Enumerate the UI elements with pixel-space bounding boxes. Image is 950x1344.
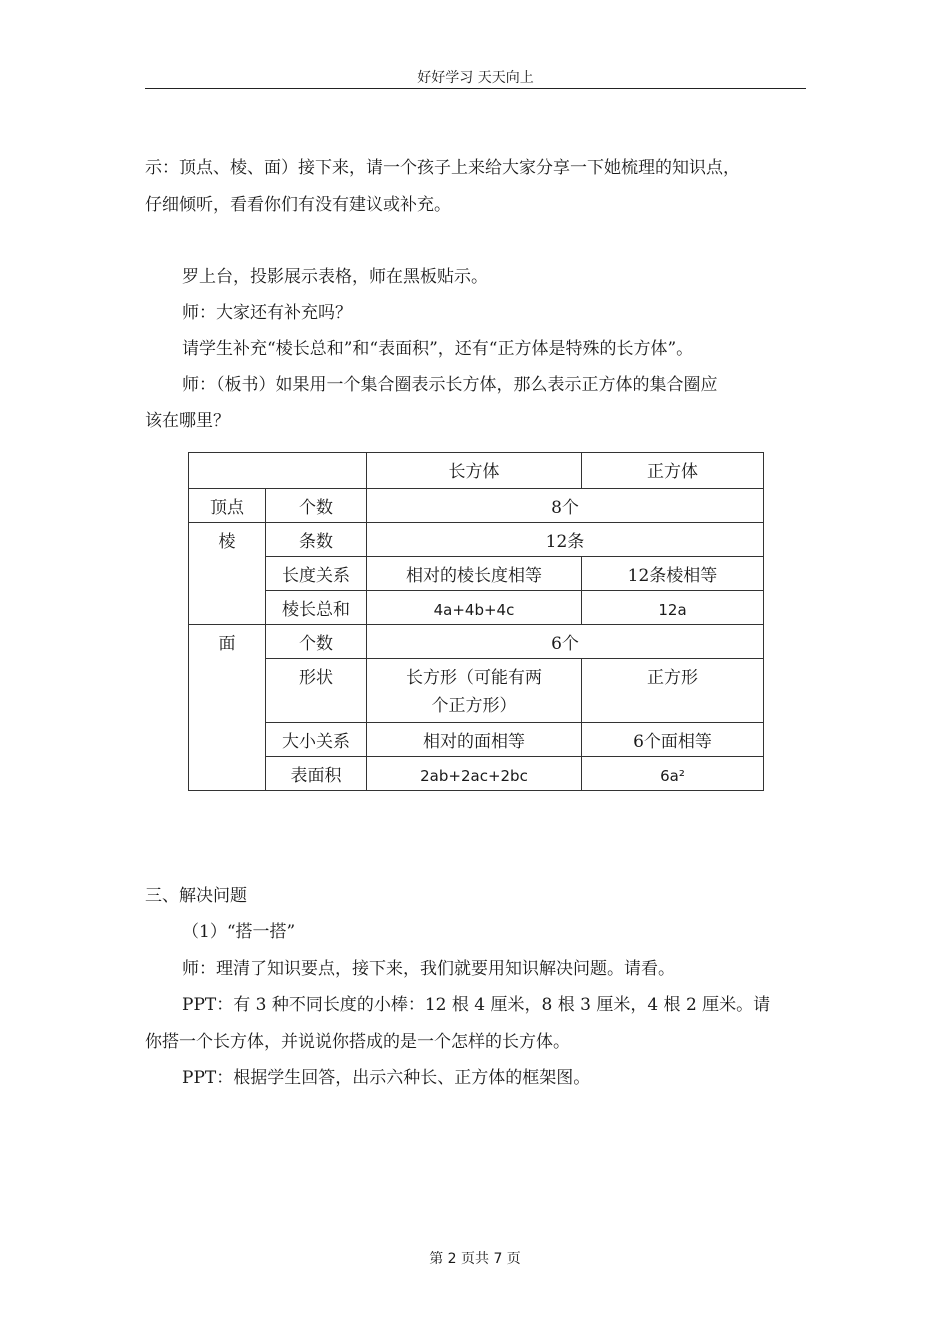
table-header-cuboid: 长方体 — [367, 453, 582, 489]
paragraph-line: 该在哪里？ — [145, 411, 230, 431]
table-cell: 个数 — [266, 489, 367, 523]
paragraph: 师：大家还有补充吗？ — [182, 303, 352, 323]
table-row — [189, 557, 764, 591]
table-cell: 12条棱相等 — [582, 557, 764, 591]
paragraph-line: PPT：有 3 种不同长度的小棒：12 根 4 厘米，8 根 3 厘米，4 根 2 厘米。请 — [182, 995, 771, 1015]
table-cell: 棱长总和 — [266, 591, 367, 625]
table-cell: 形状 — [266, 659, 367, 723]
table-row — [189, 489, 764, 523]
table-cell: 6个 — [367, 625, 764, 659]
table-cell: 6个面相等 — [582, 723, 764, 757]
table-cell: 大小关系 — [266, 723, 367, 757]
subsection-title: （1）“搭一搭” — [182, 922, 296, 942]
knowledge-table — [188, 452, 764, 791]
table-row-label: 棱 — [189, 523, 266, 625]
paragraph: PPT：根据学生回答，出示六种长、正方体的框架图。 — [182, 1068, 591, 1088]
paragraph-line: 师：（板书）如果用一个集合圈表示长方体，那么表示正方体的集合圈应 — [182, 375, 718, 395]
table-cell: 相对的面相等 — [367, 723, 582, 757]
table-row — [189, 757, 764, 791]
table-cell: 个数 — [266, 625, 367, 659]
cell-line: 长方形（可能有两 — [406, 668, 542, 688]
cell-line: 个正方形） — [431, 696, 517, 716]
paragraph: 请学生补充“棱长总和”和“表面积”，还有“正方体是特殊的长方体”。 — [182, 339, 694, 359]
table-row-label: 顶点 — [189, 489, 266, 523]
table-row — [189, 523, 764, 557]
table-row — [189, 453, 764, 489]
table-cell: 正方形 — [582, 659, 764, 723]
table-cell: 长度关系 — [266, 557, 367, 591]
paragraph-line: 仔细倾听，看看你们有没有建议或补充。 — [145, 195, 451, 215]
table-row — [189, 591, 764, 625]
table-cell — [189, 453, 367, 489]
page-footer: 第 2 页共 7 页 — [429, 1251, 521, 1267]
table-cell: 12a — [582, 591, 764, 625]
table-cell: 12条 — [367, 523, 764, 557]
table-cell: 4a+4b+4c — [367, 591, 582, 625]
paragraph: 罗上台，投影展示表格，师在黑板贴示。 — [182, 267, 488, 287]
table-row — [189, 723, 764, 757]
table-row — [189, 625, 764, 659]
table-cell: 条数 — [266, 523, 367, 557]
table-cell — [367, 659, 582, 723]
page-header: 好好学习 天天向上 — [145, 60, 806, 89]
paragraph-line: 你搭一个长方体，并说说你搭成的是一个怎样的长方体。 — [145, 1032, 570, 1052]
table-row-label: 面 — [189, 625, 266, 791]
section-title: 三、解决问题 — [145, 886, 247, 906]
table-cell: 8个 — [367, 489, 764, 523]
table-header-cube: 正方体 — [582, 453, 764, 489]
paragraph: 师：理清了知识要点，接下来，我们就要用知识解决问题。请看。 — [182, 959, 675, 979]
table-cell: 相对的棱长度相等 — [367, 557, 582, 591]
table-row — [189, 659, 764, 723]
table-cell: 2ab+2ac+2bc — [367, 757, 582, 791]
table-cell: 表面积 — [266, 757, 367, 791]
paragraph-line: 示：顶点、棱、面）接下来，请一个孩子上来给大家分享一下她梳理的知识点， — [145, 158, 740, 178]
table-cell: 6a² — [582, 757, 764, 791]
